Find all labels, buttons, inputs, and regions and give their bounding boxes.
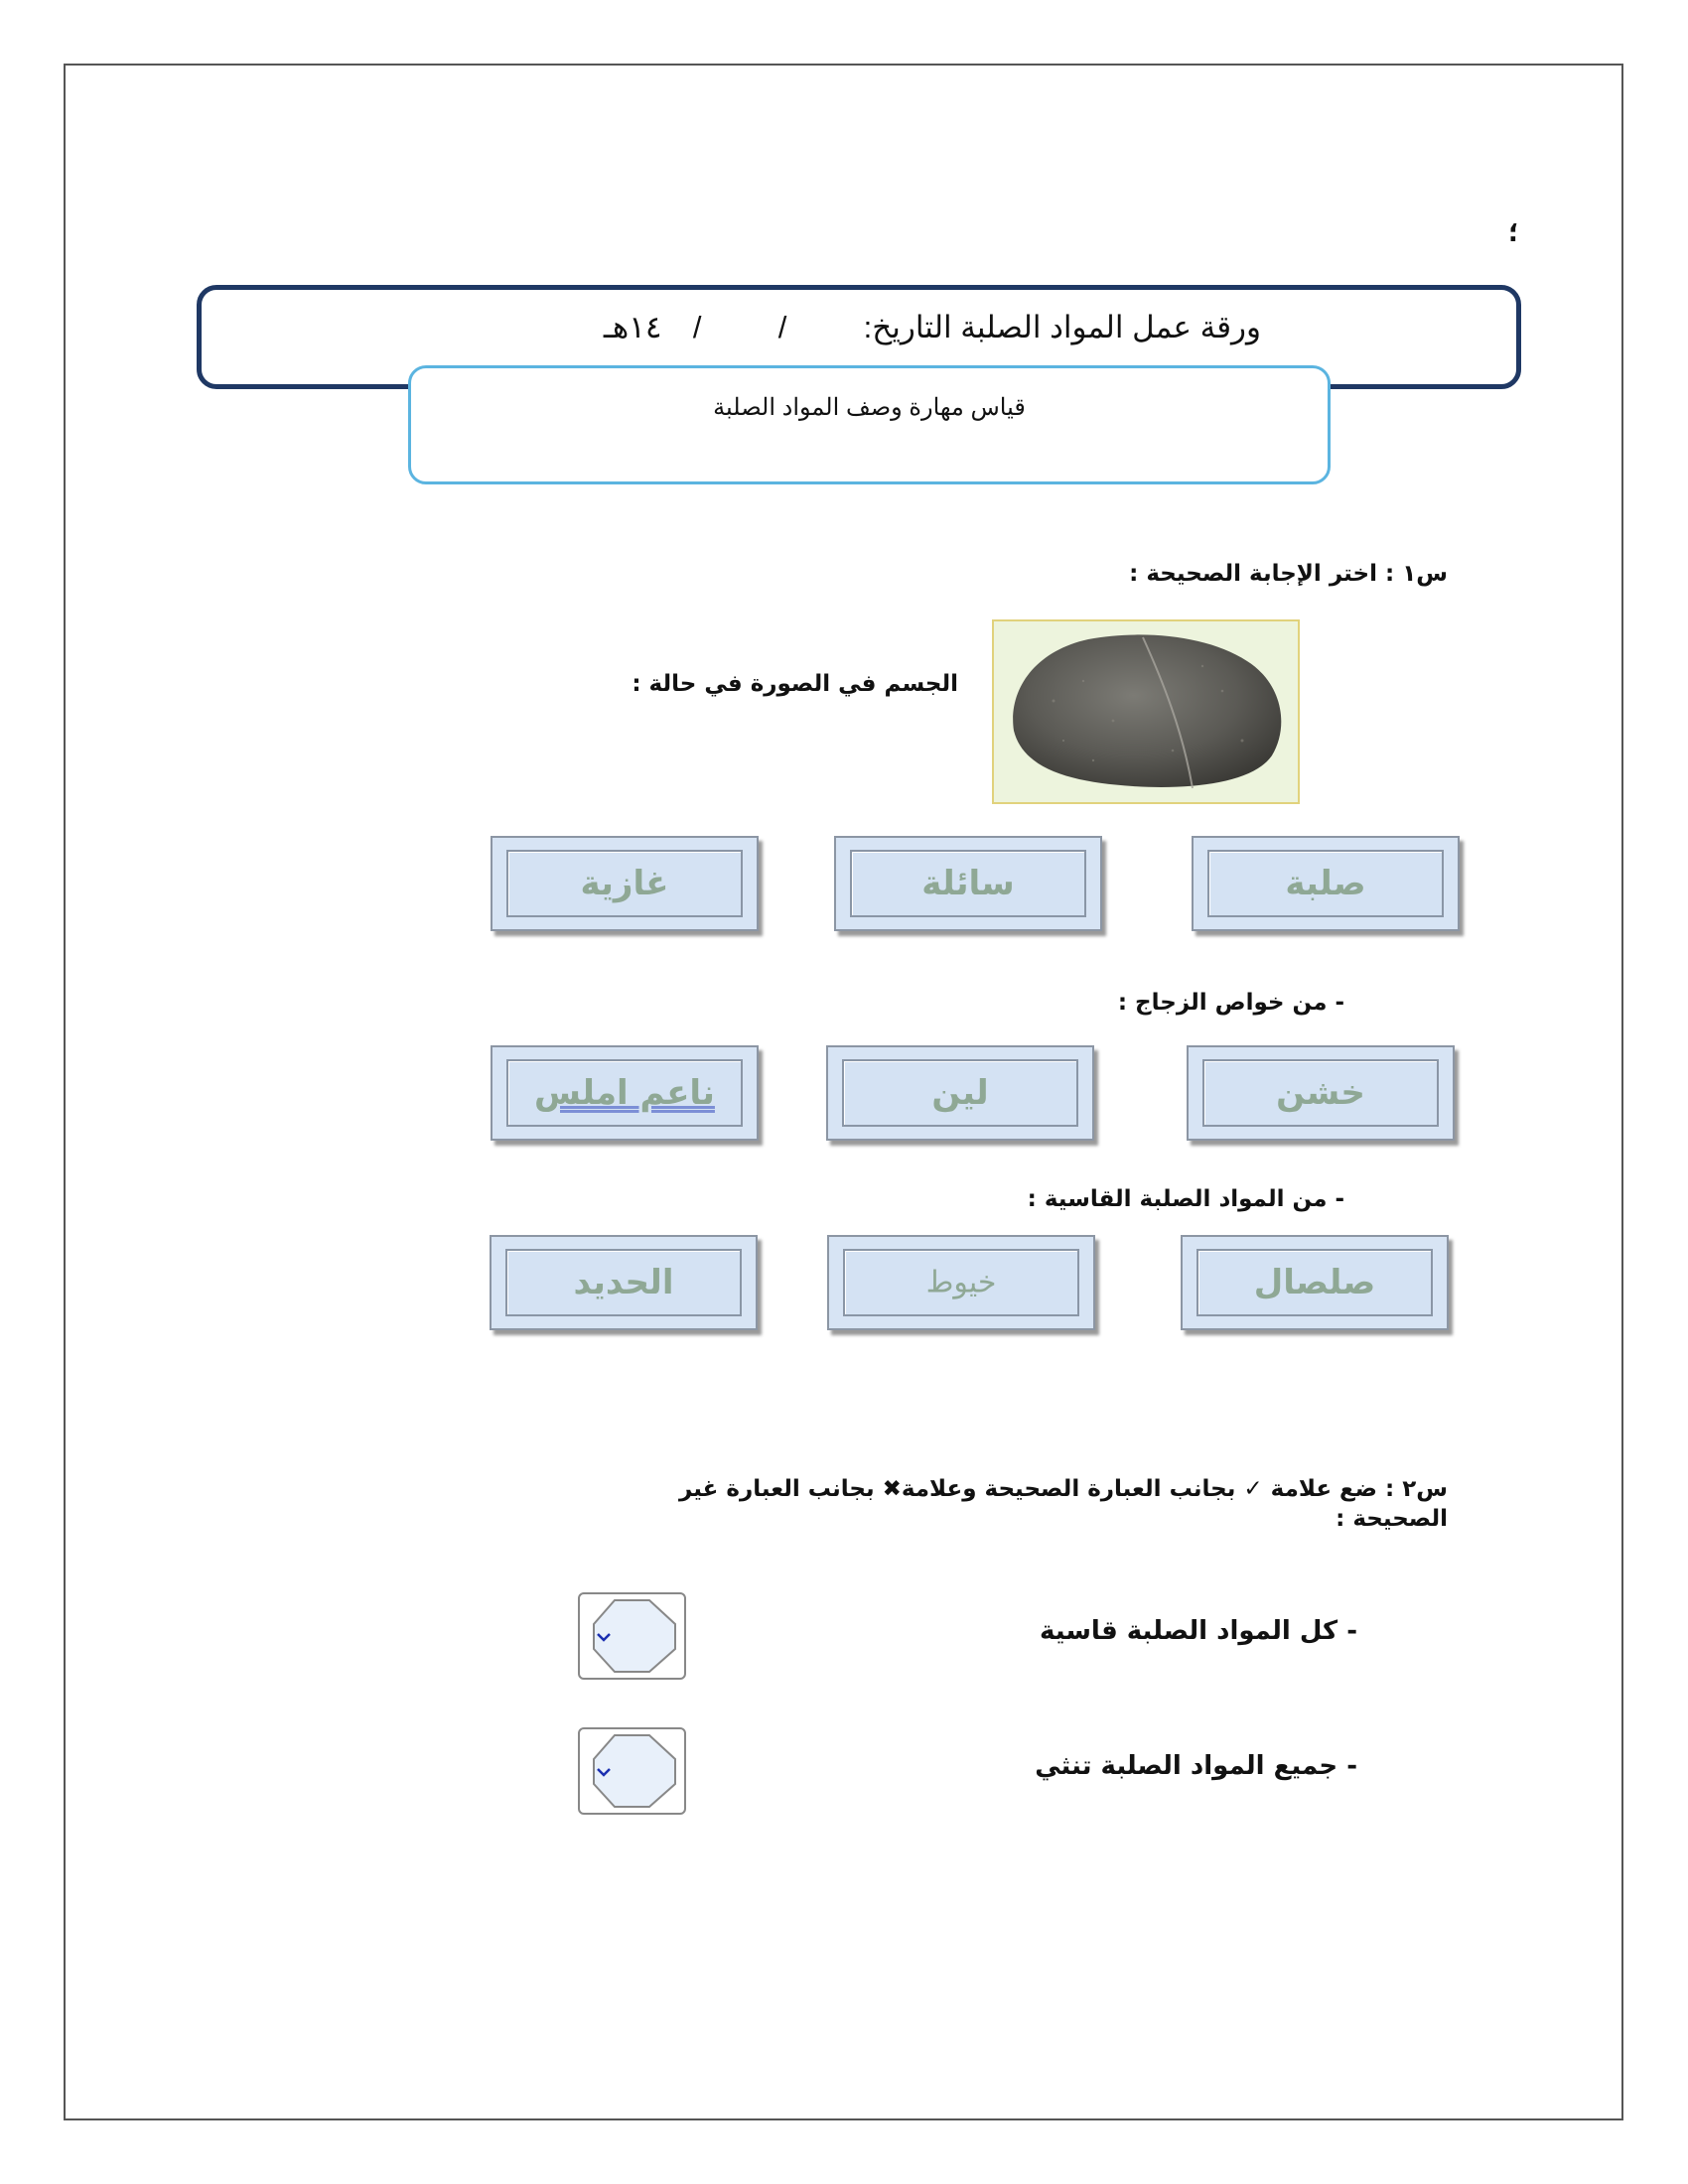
octagon-icon	[580, 1594, 684, 1678]
rock-illustration	[994, 621, 1298, 802]
date-separator: /	[692, 310, 702, 344]
option-liquid[interactable]	[834, 836, 1102, 931]
option-label: الحديد	[573, 1263, 674, 1302]
q1-heading: س١ : اختر الإجابة الصحيحة :	[1129, 561, 1448, 587]
date-year-suffix: ١٤هـ	[603, 310, 662, 344]
q2-heading-line1: س٢ : ضع علامة ✓ بجانب العبارة الصحيحة وعلامة✖ بجانب العبارة غير	[678, 1476, 1448, 1502]
option-label: غازية	[580, 864, 669, 903]
date-separator: /	[777, 310, 787, 344]
option-label: صلصال	[1253, 1263, 1376, 1302]
q1-item1-prompt: الجسم في الصورة في حالة :	[632, 671, 958, 697]
option-threads[interactable]	[827, 1235, 1095, 1330]
q2-statement-2: - جميع المواد الصلبة تنثي	[1035, 1751, 1357, 1781]
rock-image	[992, 619, 1300, 804]
option-soft[interactable]	[826, 1045, 1094, 1141]
option-smooth[interactable]	[491, 1045, 759, 1141]
subtitle-box	[408, 365, 1331, 484]
q1-item3-prompt: - من المواد الصلبة القاسية :	[1027, 1186, 1344, 1212]
option-label: صلبة	[1285, 864, 1366, 903]
q2-heading-line2: الصحيحة :	[1336, 1506, 1448, 1532]
option-clay[interactable]	[1181, 1235, 1449, 1330]
option-iron[interactable]	[490, 1235, 758, 1330]
stray-mark: ؛	[1508, 218, 1519, 248]
title-label: ورقة عمل المواد الصلبة التاريخ:	[863, 310, 1261, 344]
answer-box-1[interactable]	[578, 1592, 686, 1680]
option-label: خشن	[1276, 1073, 1365, 1113]
option-label: خيوط	[925, 1265, 997, 1300]
option-label: ناعم املس	[534, 1073, 715, 1113]
option-gas[interactable]	[491, 836, 759, 931]
option-solid[interactable]	[1192, 836, 1460, 931]
answer-box-2[interactable]	[578, 1727, 686, 1815]
worksheet-title	[467, 310, 1261, 345]
option-rough[interactable]	[1187, 1045, 1455, 1141]
q1-item2-prompt: - من خواص الزجاج :	[1117, 990, 1344, 1016]
option-label: لين	[931, 1073, 989, 1113]
q2-statement-1: - كل المواد الصلبة قاسية	[1039, 1616, 1357, 1646]
option-label: سائلة	[921, 864, 1015, 903]
worksheet-subtitle: قياس مهارة وصف المواد الصلبة	[713, 394, 1026, 421]
octagon-icon	[580, 1729, 684, 1813]
